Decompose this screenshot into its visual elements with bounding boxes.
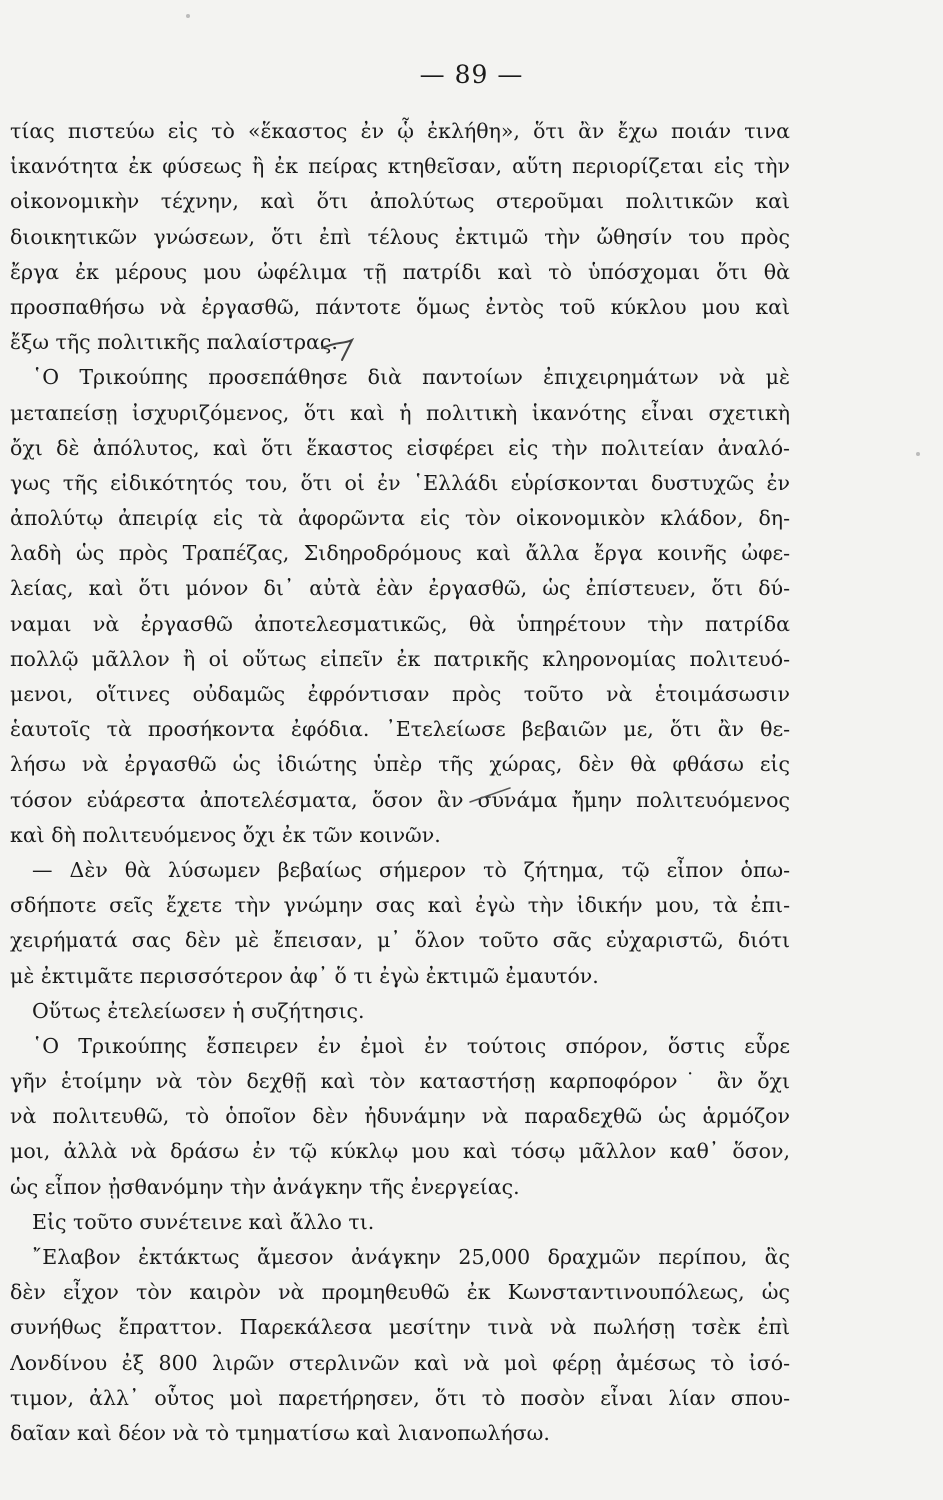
body-text xyxy=(10,114,790,1451)
paper-speck xyxy=(916,452,920,456)
text-line: δὲν εἶχον τὸν καιρὸν νὰ προμηθευθῶ ἐκ Κωνσταντινουπόλεως, ὡς xyxy=(10,1280,790,1305)
text-line: μὲ ἐκτιμᾶτε περισσότερον ἀφ᾽ ὅ τι ἐγὼ ἐκτιμῶ ἐμαυτόν. xyxy=(10,963,599,988)
text-line: χειρήματά σας δὲν μὲ ἔπεισαν, μ᾽ ὅλον τοῦτο σᾶς εὐχαριστῶ, διότι xyxy=(10,928,790,953)
text-line: λαδὴ ὡς πρὸς Τραπέζας, Σιδηροδρόμους καὶ ἄλλα ἔργα κοινῆς ὠφε- xyxy=(10,541,790,566)
text-line: ὄχι δὲ ἀπόλυτος, καὶ ὅτι ἕκαστος εἰσφέρει εἰς τὴν πολιτείαν ἀναλό- xyxy=(10,435,790,460)
text-line: ἔργα ἐκ μέρους μου ὠφέλιμα τῇ πατρίδι καὶ τὸ ὑπόσχομαι ὅτι θὰ xyxy=(10,259,790,284)
text-line: τίας πιστεύω εἰς τὸ «ἕκαστος ἐν ᾧ ἐκλήθη», ὅτι ἂν ἔχω ποιάν τινα xyxy=(10,119,790,143)
text-line: νὰ πολιτευθῶ, τὸ ὁποῖον δὲν ἠδυνάμην νὰ παραδεχθῶ ὡς ἁρμόζον xyxy=(10,1104,790,1129)
text-line: οἰκονομικὴν τέχνην, καὶ ὅτι ἀπολύτως στεροῦμαι πολιτικῶν καὶ xyxy=(10,189,790,214)
text-line: ναμαι νὰ ἐργασθῶ ἀποτελεσματικῶς, θὰ ὑπηρέτουν τὴν πατρίδα xyxy=(10,611,790,636)
text-line: ἱκανότητα ἐκ φύσεως ἢ ἐκ πείρας κτηθεῖσαν, αὕτη περιορίζεται εἰς τὴν xyxy=(10,154,790,179)
text-line: ὡς εἶπον ᾐσθανόμην τὴν ἀνάγκην τῆς ἐνεργείας. xyxy=(10,1174,520,1199)
text-line: ἔξω τῆς πολιτικῆς παλαίστρας. xyxy=(10,330,338,355)
text-line: τιμον, ἀλλ᾽ οὗτος μοὶ παρετήρησεν, ὅτι τὸ ποσὸν εἶναι λίαν σπου- xyxy=(10,1385,790,1410)
paper-speck xyxy=(186,14,190,18)
text-line: ῾Ο Τρικούπης ἔσπειρεν ἐν ἐμοὶ ἐν τούτοις σπόρον, ὅστις εὗρε xyxy=(32,1033,790,1058)
text-line: σδήποτε σεῖς ἔχετε τὴν γνώμην σας καὶ ἐγὼ τὴν ἰδικήν μου, τὰ ἐπι- xyxy=(10,893,790,918)
text-line: ῎Ελαβον ἐκτάκτως ἄμεσον ἀνάγκην 25,000 δραχμῶν περίπου, ἃς xyxy=(32,1245,790,1269)
page-number: — 89 — xyxy=(419,60,524,89)
text-line: — Δὲν θὰ λύσωμεν βεβαίως σήμερον τὸ ζήτημα, τῷ εἶπον ὁπω- xyxy=(32,857,790,882)
text-line: ἑαυτοῖς τὰ προσήκοντα ἐφόδια. ᾽Ετελείωσε βεβαιῶν με, ὅτι ἂν θε- xyxy=(10,717,790,742)
text-line: πολλῷ μᾶλλον ἢ οἱ οὕτως εἰπεῖν ἐκ πατρικῆς κληρονομίας πολιτευό- xyxy=(10,646,790,671)
text-line: ἀπολύτῳ ἀπειρίᾳ εἰς τὰ ἀφορῶντα εἰς τὸν οἰκονομικὸν κλάδον, δη- xyxy=(10,506,790,531)
text-line: διοικητικῶν γνώσεων, ὅτι ἐπὶ τέλους ἐκτιμῶ τὴν ὤθησίν του πρὸς xyxy=(10,224,790,249)
text-line: μενοι, οἵτινες οὐδαμῶς ἐφρόντισαν πρὸς τοῦτο νὰ ἑτοιμάσωσιν xyxy=(10,682,790,706)
text-line: γῆν ἑτοίμην νὰ τὸν δεχθῇ καὶ τὸν καταστήσῃ καρποφόρον˙ ἂν ὄχι xyxy=(10,1069,790,1094)
text-line: καὶ δὴ πολιτευόμενος ὄχι ἐκ τῶν κοινῶν. xyxy=(10,822,441,847)
text-line: ῾Ο Τρικούπης προσεπάθησε διὰ παντοίων ἐπιχειρημάτων νὰ μὲ xyxy=(32,365,790,390)
pencil-mark-icon xyxy=(318,328,366,364)
text-line: δαῖαν καὶ δέον νὰ τὸ τμηματίσω καὶ λιανοπωλήσω. xyxy=(10,1420,550,1445)
text-line: τόσον εὐάρεστα ἀποτελέσματα, ὅσον ἂν συνάμα ἤμην πολιτευόμενος xyxy=(10,787,790,812)
pencil-stroke-icon xyxy=(466,782,516,808)
text-line: Εἰς τοῦτο συνέτεινε καὶ ἄλλο τι. xyxy=(32,1209,375,1234)
text-line: λείας, καὶ ὅτι μόνον δι᾽ αὐτὰ ἐὰν ἐργασθῶ, ὡς ἐπίστευεν, ὅτι δύ- xyxy=(10,576,790,601)
text-line: μοι, ἀλλὰ νὰ δράσω ἐν τῷ κύκλῳ μου καὶ τόσῳ μᾶλλον καθ᾽ ὅσον, xyxy=(10,1139,790,1164)
text-line: Οὕτως ἐτελείωσεν ἡ συζήτησις. xyxy=(32,998,365,1023)
text-line: Λονδίνου ἐξ 800 λιρῶν στερλινῶν καὶ νὰ μοὶ φέρῃ ἀμέσως τὸ ἰσό- xyxy=(10,1350,790,1375)
text-line: γως τῆς εἰδικότητός του, ὅτι οἱ ἐν ῾Ελλάδι εὑρίσκονται δυστυχῶς ἐν xyxy=(10,470,790,495)
text-line: λήσω νὰ ἐργασθῶ ὡς ἰδιώτης ὑπὲρ τῆς χώρας, δὲν θὰ φθάσω εἰς xyxy=(10,752,790,777)
text-line: μεταπείσῃ ἰσχυριζόμενος, ὅτι καὶ ἡ πολιτικὴ ἱκανότης εἶναι σχετικὴ xyxy=(10,400,790,425)
text-line: προσπαθήσω νὰ ἐργασθῶ, πάντοτε ὅμως ἐντὸς τοῦ κύκλου μου καὶ xyxy=(10,294,790,319)
text-line: συνήθως ἔπραττον. Παρεκάλεσα μεσίτην τινὰ νὰ πωλήσῃ τσὲκ ἐπὶ xyxy=(10,1315,790,1340)
